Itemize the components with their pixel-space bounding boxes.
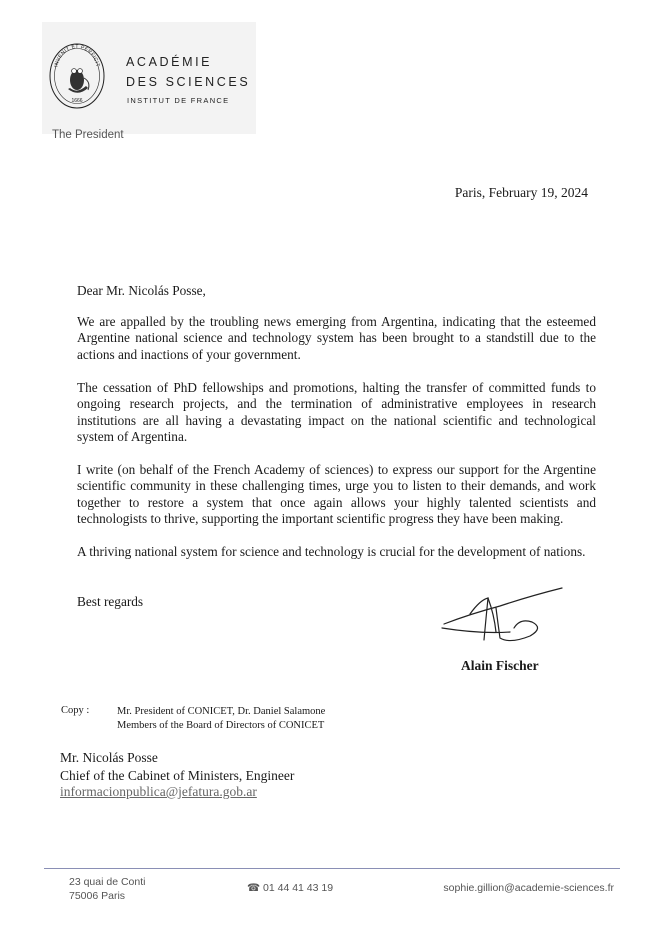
paragraph-3: I write (on behalf of the French Academy of sciences) to express our support for the Argentine scientific community in these challenging times, urge you to listen to their demands, and work together to restore a system that once again allows your highly talented scientists and technologists to thrive, supporting the important scientific progress they have been making. — [77, 462, 596, 526]
paragraph-4: A thriving national system for science and technology is crucial for the development of nations. — [77, 544, 586, 559]
addressee-name: Mr. Nicolás Posse — [60, 750, 158, 765]
copy-label: Copy : — [61, 705, 90, 716]
copy-recipients — [117, 705, 325, 732]
footer-address-line1: 23 quai de Conti — [69, 876, 146, 888]
copy-recipient-1: Mr. President of CONICET, Dr. Daniel Salamone — [117, 706, 326, 717]
academy-name-line1: ACADÉMIE — [126, 55, 213, 69]
academy-subtitle: INSTITUT DE FRANCE — [127, 96, 230, 105]
footer-address — [69, 875, 145, 903]
dateline: Paris, February 19, 2024 — [454, 185, 588, 200]
footer-email[interactable]: sophie.gillion@academie-sciences.fr — [443, 882, 614, 894]
phone-icon: ☎ — [247, 882, 261, 894]
footer-phone-number: 01 44 41 43 19 — [263, 882, 334, 894]
salutation: Dear Mr. Nicolás Posse, — [77, 283, 206, 298]
footer-phone — [247, 882, 333, 894]
svg-text:INVENIT ET PERFICIT: INVENIT ET PERFICIT — [53, 43, 101, 68]
closing: Best regards — [77, 594, 144, 609]
signer-name: Alain Fischer — [461, 658, 539, 673]
addressee-email-link[interactable]: informacionpublica@jefatura.gob.ar — [60, 784, 257, 799]
footer-address-line2: 75006 Paris — [69, 890, 126, 902]
academy-name — [126, 52, 250, 92]
svg-text:1666: 1666 — [71, 98, 83, 104]
copy-recipient-2: Members of the Board of Directors of CONICET — [117, 719, 325, 731]
paragraph-2: The cessation of PhD fellowships and promotions, halting the transfer of committed funds to ongoing research projects, and the termination of administrative employees in research institutions are all having a devastating impact on the national scientific and technological system of Argentina. — [77, 380, 596, 444]
academy-seal-logo — [48, 42, 106, 110]
footer-rule — [44, 868, 620, 869]
signature-image — [440, 584, 566, 646]
paragraph-1: We are appalled by the troubling news emerging from Argentina, indicating that the esteemed Argentine national science and technology system has been brought to a standstill due to the actions and inactions of your government. — [77, 314, 596, 362]
addressee-title: Chief of the Cabinet of Ministers, Engineer — [60, 768, 295, 783]
sender-role: The President — [52, 129, 124, 141]
academy-name-line2: DES SCIENCES — [126, 75, 251, 89]
